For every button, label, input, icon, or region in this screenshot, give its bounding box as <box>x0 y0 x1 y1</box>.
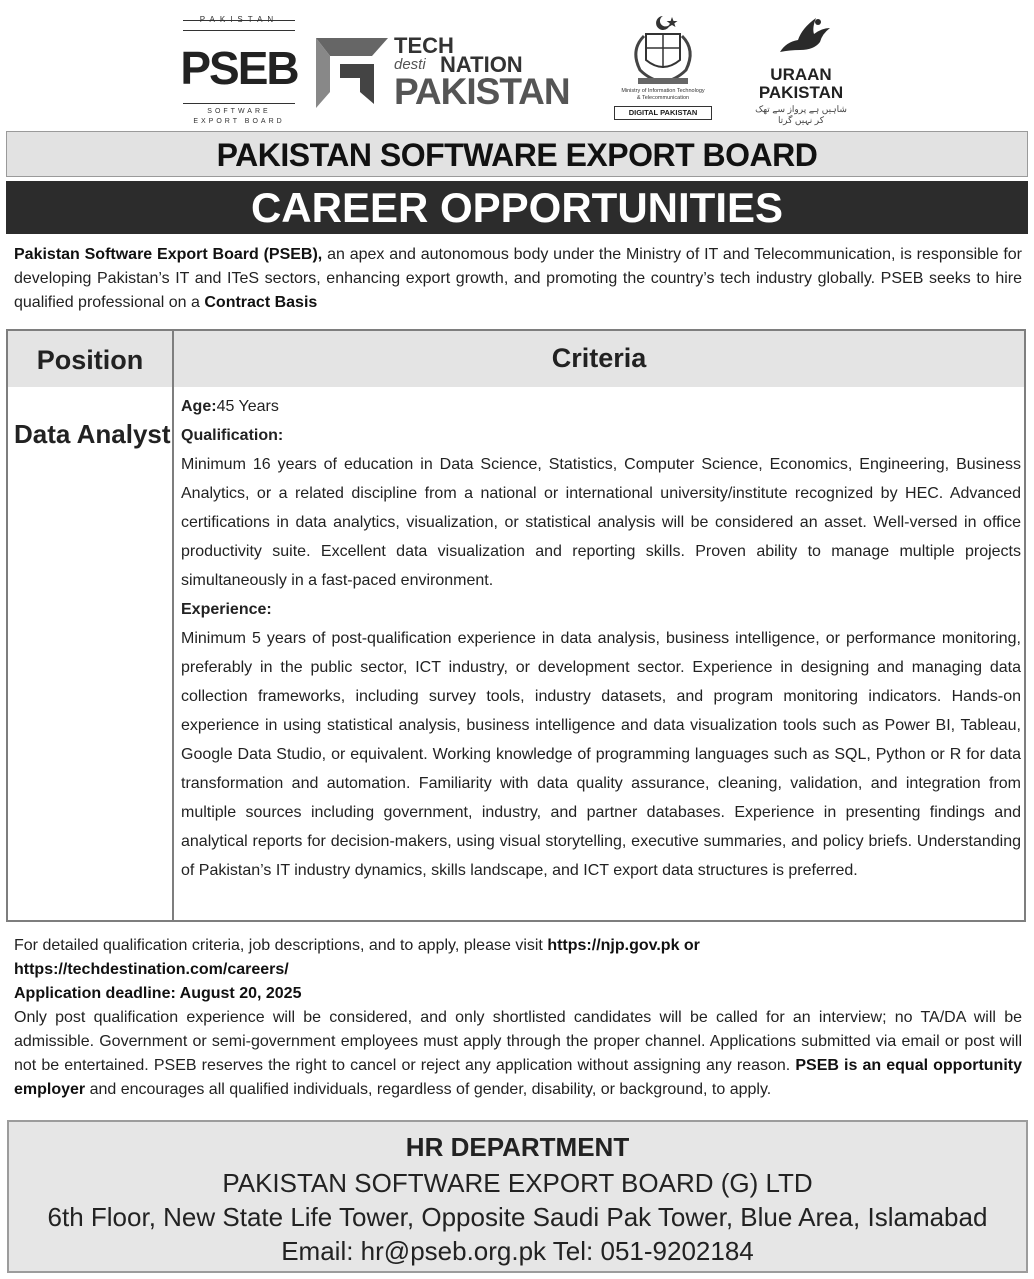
application-notes <box>14 934 1022 1102</box>
age-value: 45 Years <box>216 398 279 415</box>
position-title: Data Analyst <box>14 419 171 449</box>
age-row <box>181 392 1021 421</box>
organization-heading: PAKISTAN SOFTWARE EXPORT BOARD <box>6 131 1028 177</box>
contact-details: Email: hr@pseb.org.pk Tel: 051-9202184 <box>281 1236 754 1266</box>
page-title: CAREER OPPORTUNITIES <box>6 181 1028 234</box>
apply-instructions <box>14 934 1022 958</box>
company-address: 6th Floor, New State Life Tower, Opposite Saudi Pak Tower, Blue Area, Islamabad <box>47 1202 988 1232</box>
intro-paragraph <box>14 243 1022 315</box>
hr-contact-box <box>7 1120 1028 1273</box>
uraan-pakistan-logo <box>750 12 852 125</box>
positions-table <box>6 329 1026 922</box>
techdestination-link[interactable]: https://techdestination.com/careers/ <box>14 961 289 978</box>
pseb-logo-sub1: SOFTWARE <box>207 108 271 115</box>
state-emblem-icon <box>608 12 718 88</box>
pseb-logo <box>180 12 298 125</box>
deadline-text: Application deadline: August 20, 2025 <box>14 985 302 1002</box>
pseb-logo-sub2: EXPORT BOARD <box>193 118 285 125</box>
techdestination-link-row <box>14 958 1022 982</box>
njp-link[interactable]: https://njp.gov.pk or <box>547 937 700 954</box>
deadline <box>14 982 1022 1006</box>
column-divider <box>172 331 174 920</box>
ministry-line2: & Telecommunication <box>636 95 690 101</box>
uraan-word: URAAN <box>770 65 832 84</box>
column-header-position: Position <box>36 345 144 375</box>
ministry-name <box>608 88 718 102</box>
eoe-statement: PSEB is an equal opportunity employer <box>14 1057 1022 1098</box>
logo-strip <box>0 0 1034 128</box>
tech-logo-nation: NATION <box>440 52 523 77</box>
tech-destination-logo <box>316 34 582 114</box>
criteria-cell <box>181 392 1021 885</box>
pseb-logo-mark: PSEB <box>180 42 298 94</box>
digital-pakistan-badge: DIGITAL PAKISTAN <box>614 106 712 120</box>
tech-logo-line1: TECH <box>394 33 454 58</box>
tech-logo-desti: desti <box>394 56 426 73</box>
experience-text: Minimum 5 years of post-qualification experience in data analysis, business intelligence, or performance monitoring, preferably in the public sector, ICT industry, or development sector. Experience in designing and managing data collection frameworks, including survey tools, industry datasets, and program monitoring indicators. Hands-on experience in using statistical analysis, business intelligence and data visualization tools such as Power BI, Tableau, Google Data Studio, or equivalent. Working knowledge of programming languages such as SQL, Python or R for data transformation and automation. Familiarity with data quality assurance, cleaning, validation, and integration from multiple sources including government, industry, and partner databases. Experience in presenting findings and analytical reports for decision-makers, using visual storytelling, executive summaries, and policy briefs. Understanding of Pakistan’s IT industry dynamics, skills landscape, and ICT export data structures is preferred. <box>181 630 1021 879</box>
terms-text: Only post qualification experience will be considered, and only shortlisted candidates will be called for an interview; no TA/DA will be admissible. Government or semi-government employees must apply through the proper channel. Applications submitted via email or post will not be entertained. PSEB reserves the right to cancel or reject any application without assigning any reason. <box>14 1009 1022 1074</box>
intro-org-name: Pakistan Software Export Board (PSEB), <box>14 246 323 263</box>
qualification-label: Qualification: <box>181 427 284 444</box>
column-header-criteria: Criteria <box>551 343 647 373</box>
ministry-logo <box>608 12 718 120</box>
terms-paragraph <box>14 1006 1022 1102</box>
age-label: Age: <box>181 398 217 415</box>
intro-text: an apex and autonomous body under the Ministry of IT and Telecommunication, is responsible for developing Pakistan’s IT and ITeS sectors, enhancing export growth, and promoting the country’s tech industry globally. PSEB seeks to hire qualified professional on a <box>14 246 1023 311</box>
qualification-text: Minimum 16 years of education in Data Science, Statistics, Computer Science, Economics, Engineering, Business Analytics, or a related discipline from a national or international university/institute recognized by HEC. Advanced certifications in data analytics, visualization, or statistical analysis will be considered an asset. Well-versed in office productivity suite. Excellent data visualization and reporting skills. Proven ability to manage multiple projects simultaneously in a fast-paced environment. <box>181 456 1021 589</box>
uraan-pakistan-word: PAKISTAN <box>758 83 844 102</box>
terms-tail: and encourages all qualified individuals, regardless of gender, disability, or background, to apply. <box>85 1081 772 1098</box>
ministry-line1: Ministry of Information Technology <box>621 88 705 94</box>
pseb-logo-top-text: PAKISTAN <box>199 15 279 24</box>
contract-basis: Contract Basis <box>204 294 318 311</box>
hr-department: HR DEPARTMENT <box>405 1132 630 1162</box>
eagle-icon <box>750 12 852 64</box>
uraan-tagline: شاہیں ہے پرواز سے تھک کر نہیں گرتا <box>755 104 847 125</box>
experience-label: Experience: <box>181 601 272 618</box>
company-name: PAKISTAN SOFTWARE EXPORT BOARD (G) LTD <box>222 1168 813 1198</box>
tech-logo-pakistan: PAKISTAN <box>394 71 570 112</box>
apply-text: For detailed qualification criteria, job descriptions, and to apply, please visit <box>14 937 548 954</box>
tech-destination-mark-icon <box>316 34 392 108</box>
